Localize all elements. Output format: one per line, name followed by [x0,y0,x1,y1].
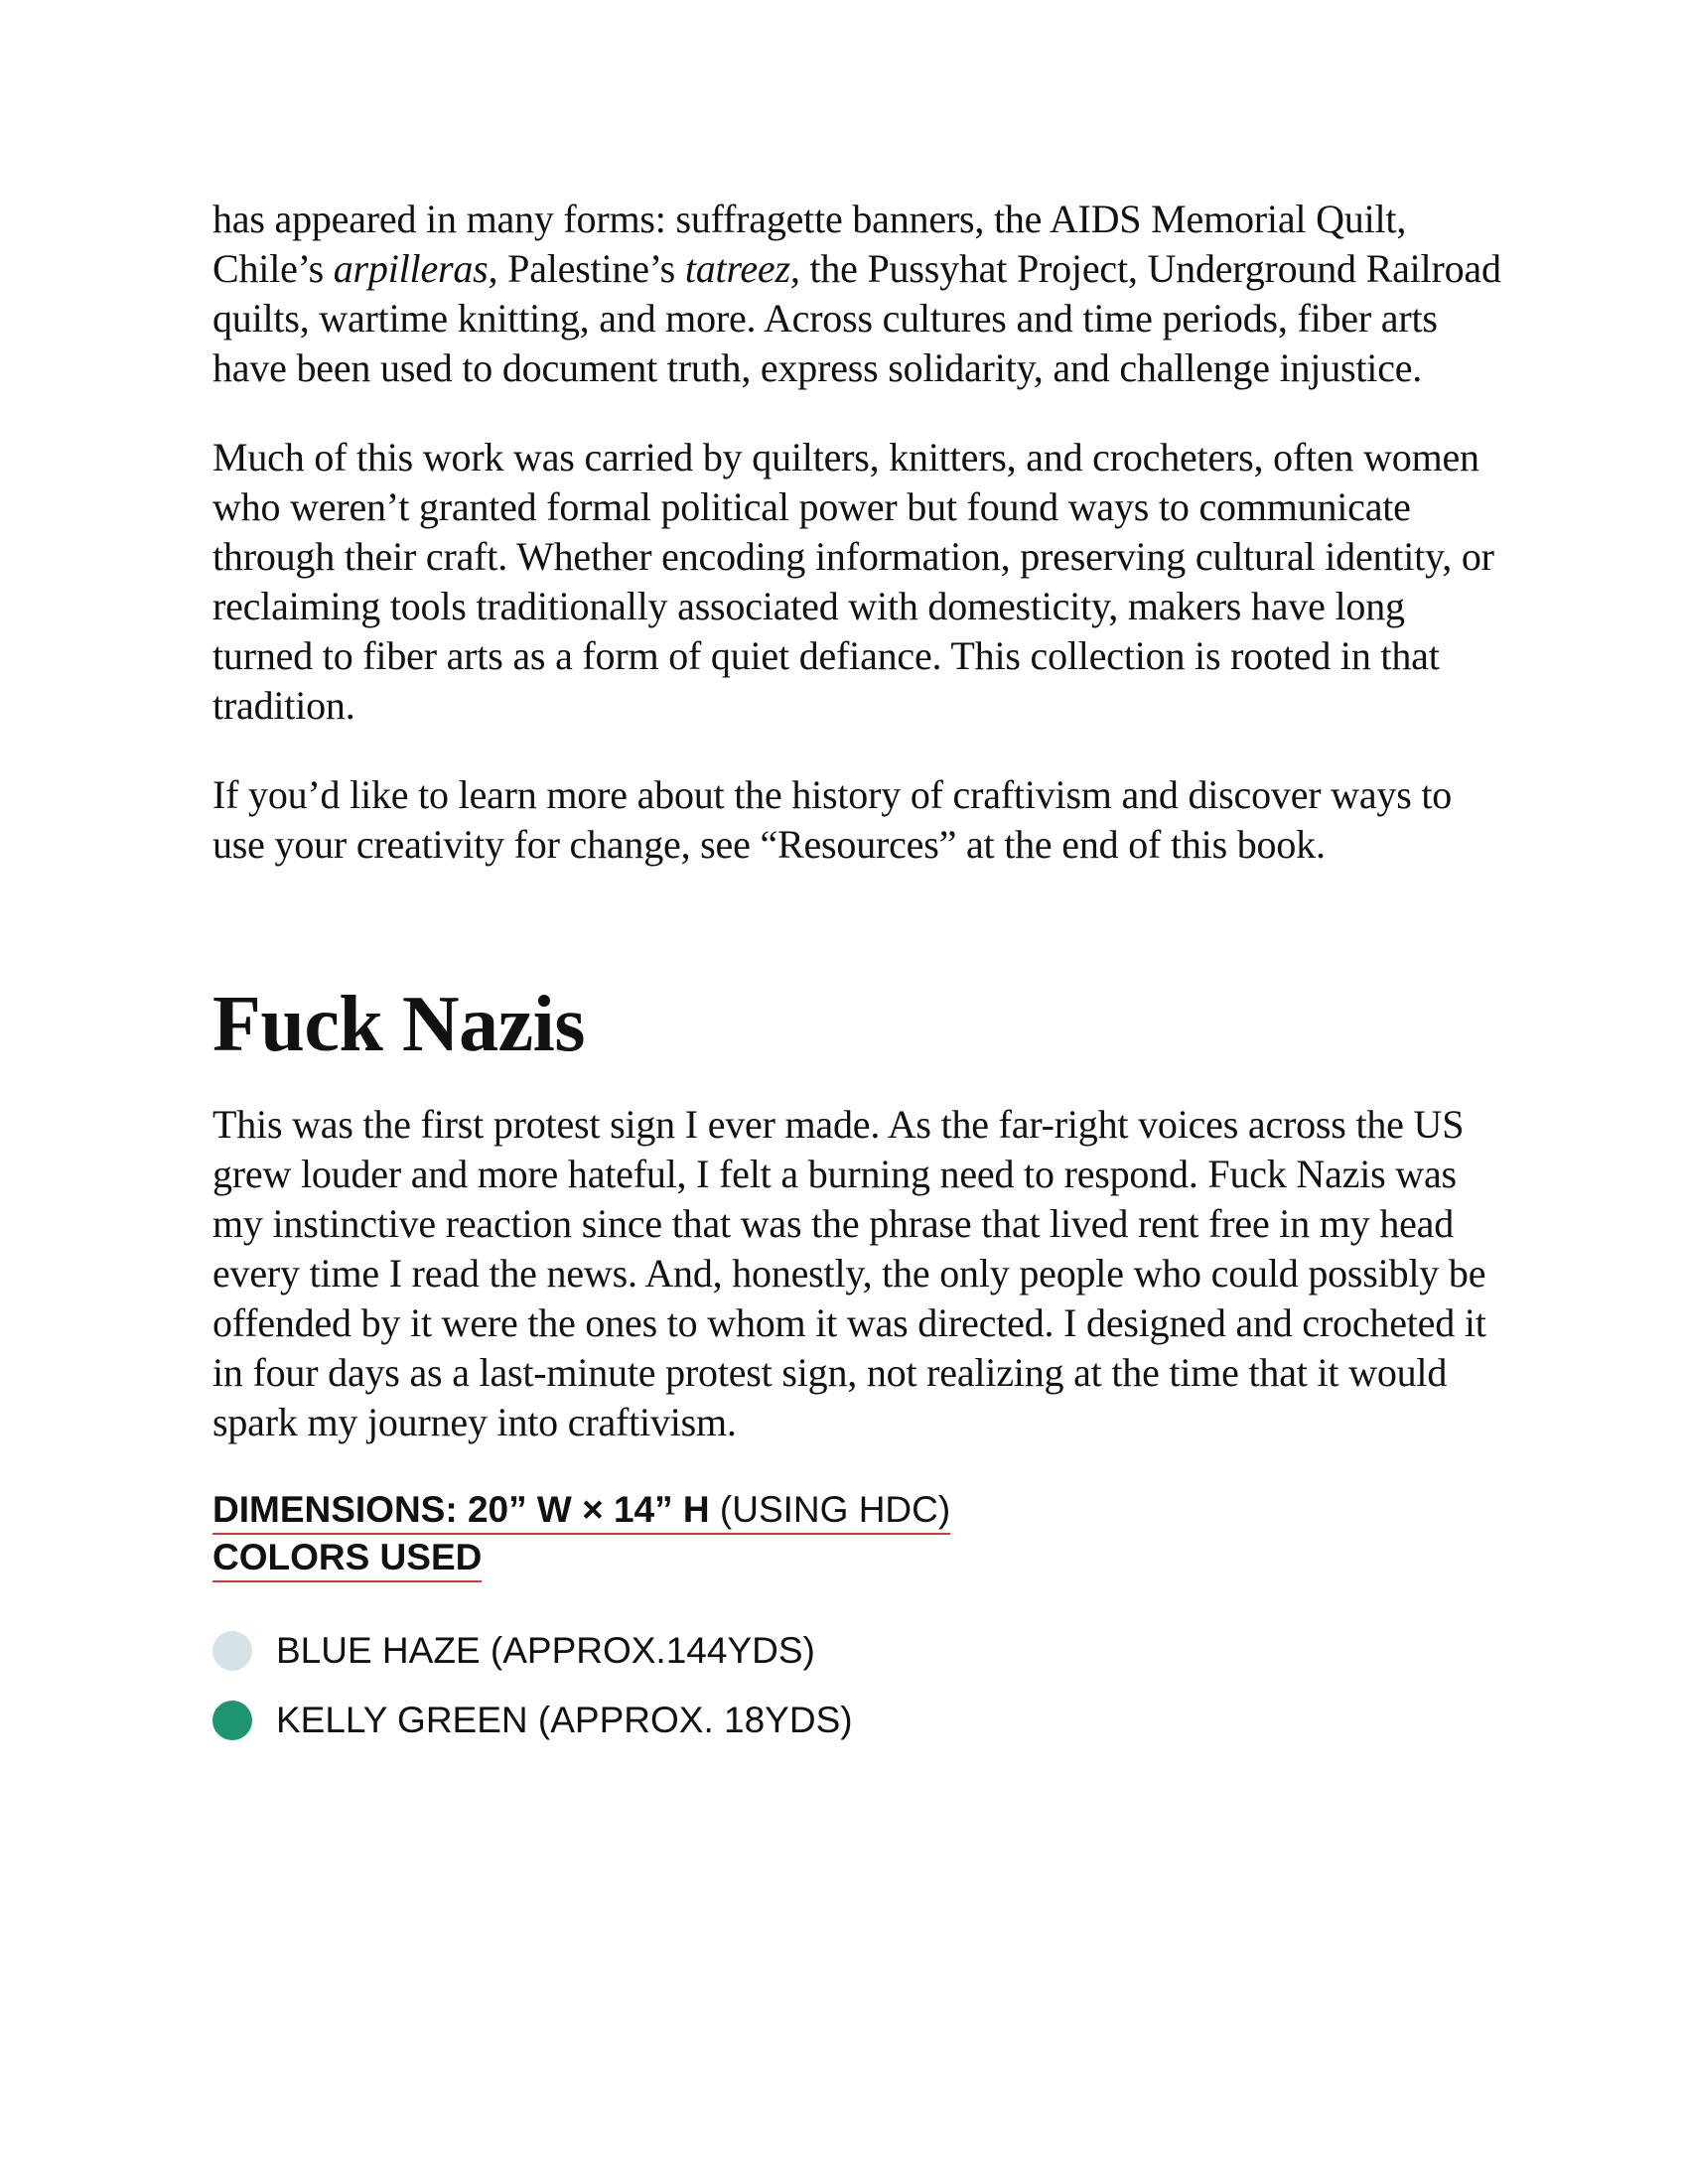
p1-italic-arpilleras: arpilleras, [333,246,498,291]
intro-paragraph-2: Much of this work was carried by quilters, knitters, and crocheters, often women who weren’t granted formal political power but found ways to communicate through their craft. Whether encoding information, preserving cultural identity, or reclaiming tools traditionally associated with domesticity, makers have long turned to fiber arts as a form of quiet defiance. This collection is rooted in that tradition. [212,435,1494,728]
p1-text-a: has appeared in many forms: suffragette banners, the AIDS Memorial Quilt, Chile’s [212,197,1407,291]
p1-text-c: the Pussyhat Project, Underground Railroad quilts, wartime knitting, and more. Across cultures and time periods, fiber arts have been used to document truth, express solidarity, and challenge injustice. [212,246,1501,390]
intro-paragraph-1 [212,195,1503,393]
section-title: Fuck Nazis [212,981,585,1068]
colors-used-row [212,1535,1503,1582]
section-body: This was the first protest sign I ever made. As the far-right voices across the US grew louder and more hateful, I felt a burning need to respond. Fuck Nazis was my instinctive reaction since that was the phrase that lived rent free in my head every time I read the news. And, honestly, the only people who could possibly be offended by it were the ones to whom it was directed. I designed and crocheted it in four days as a last-minute protest sign, not realizing at the time that it would spark my journey into craftivism. [212,1102,1486,1444]
color-item-kelly-green [212,1686,1503,1755]
colors-used-label: COLORS USED [212,1537,483,1577]
p1-italic-tatreez: tatreez, [684,246,800,291]
page-content [212,195,1503,1755]
dimensions-label: DIMENSIONS: 20” W × 14” H [212,1489,710,1530]
dimensions-row [212,1487,1503,1535]
color-item-blue-haze [212,1616,1503,1686]
p1-text-b: Palestine’s [497,246,685,291]
swatch-kelly-green [212,1701,252,1740]
colors-used-heading [212,1535,482,1582]
dimensions-note: (USING HDC) [709,1489,951,1530]
color-list [212,1616,1503,1755]
swatch-blue-haze [212,1631,252,1671]
color-label-kelly-green: KELLY GREEN (APPROX. 18YDS) [276,1700,853,1740]
dimensions-line [212,1487,950,1535]
intro-paragraph-3: If you’d like to learn more about the history of craftivism and discover ways to use your creativity for change, see “Resources” at the end of this book. [212,772,1453,867]
spec-block [212,1487,1503,1582]
color-label-blue-haze: BLUE HAZE (APPROX.144YDS) [276,1630,815,1671]
